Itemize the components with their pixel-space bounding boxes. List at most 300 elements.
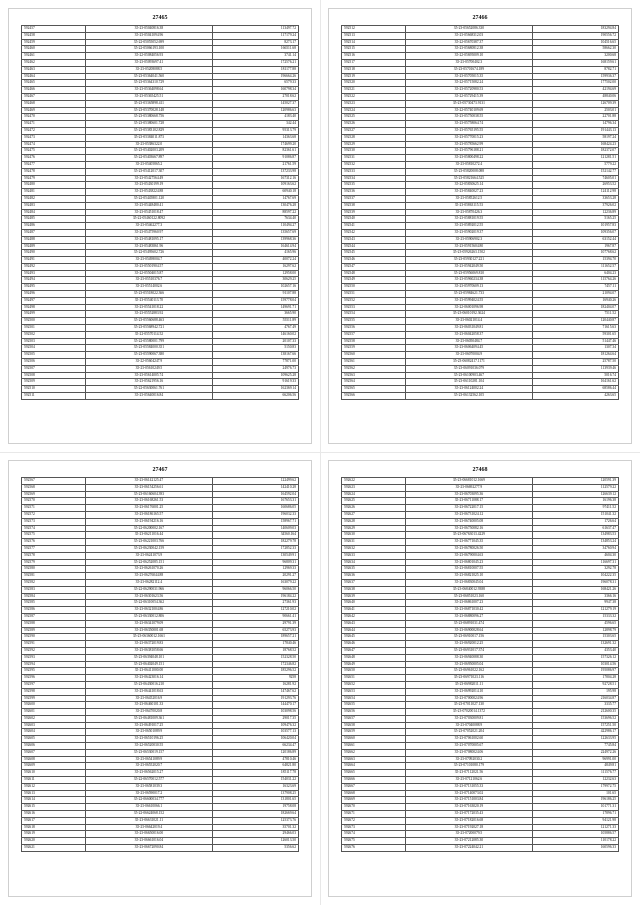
- record-id-cell: 592524: [342, 107, 406, 114]
- table-row: [22, 525, 299, 532]
- amount-cell: 179972.75: [533, 783, 619, 790]
- amount-cell: 15394.70: [533, 257, 619, 264]
- account-code-cell: 35-23-05364310.729: [85, 80, 212, 87]
- account-code-cell: 35-23-06910017.156: [405, 634, 532, 641]
- record-id-cell: 592500: [22, 318, 86, 325]
- amount-cell: 177502.00: [533, 80, 619, 87]
- account-code-cell: 35-23-06971023.116: [405, 675, 532, 682]
- amount-cell: 5779.22: [533, 161, 619, 168]
- page-title: 27467: [152, 467, 168, 473]
- document-page-1: [8, 8, 312, 444]
- amount-cell: 167653.31: [213, 498, 299, 505]
- table-row: [342, 600, 619, 607]
- record-id-cell: 592611: [22, 777, 86, 784]
- amount-cell: 111652.57: [533, 263, 619, 270]
- account-code-cell: 35-23-05040816.38: [85, 26, 212, 33]
- record-id-cell: 592658: [342, 722, 406, 729]
- amount-cell: 6404.23: [533, 270, 619, 277]
- amount-cell: 16281.92: [213, 681, 299, 688]
- ledger-table: [341, 477, 619, 852]
- table-row: [22, 811, 299, 818]
- amount-cell: 101957.83: [533, 223, 619, 230]
- amount-cell: 96809.31: [213, 559, 299, 566]
- amount-cell: 60940.18: [213, 189, 299, 196]
- record-id-cell: 592608: [22, 756, 86, 763]
- amount-cell: 42194.69: [533, 87, 619, 94]
- table-row: [22, 93, 299, 100]
- amount-cell: 152328.50: [213, 654, 299, 661]
- account-code-cell: 35-23-05652086.330: [405, 26, 532, 33]
- record-id-cell: 592486: [22, 223, 86, 230]
- table-row: [342, 661, 619, 668]
- record-id-cell: 592525: [342, 114, 406, 121]
- record-id-cell: 592627: [342, 511, 406, 518]
- account-code-cell: 35-23-06801045.23: [405, 559, 532, 566]
- document-page-2: [328, 8, 632, 444]
- amount-cell: 195086.97: [533, 668, 619, 675]
- account-code-cell: 35-23-06672090.84: [85, 845, 212, 852]
- amount-cell: 26953.52: [533, 182, 619, 189]
- account-code-cell: 35-23-05402003.209: [85, 148, 212, 155]
- account-code-cell: 35-23-06470020.8: [85, 709, 212, 716]
- account-code-cell: 35-23-06731024.12: [405, 511, 532, 518]
- record-id-cell: 592622: [342, 478, 406, 485]
- table-row: [22, 484, 299, 491]
- record-id-cell: 592674: [342, 831, 406, 838]
- table-row: [22, 600, 299, 607]
- account-code-cell: 35-23-06230042.159: [85, 545, 212, 552]
- amount-cell: 3366.16: [533, 593, 619, 600]
- record-id-cell: 592498: [22, 304, 86, 311]
- record-id-cell: 592504: [22, 345, 86, 352]
- record-id-cell: 592547: [342, 263, 406, 270]
- table-row: [22, 532, 299, 539]
- record-id-cell: 592591: [22, 641, 86, 648]
- record-id-cell: 592479: [22, 175, 86, 182]
- account-code-cell: 35-23-06920012.25: [405, 641, 532, 648]
- table-row: [342, 291, 619, 298]
- record-id-cell: 592675: [342, 838, 406, 845]
- account-code-cell: 35-23-07182016.68: [405, 817, 532, 824]
- amount-cell: 101771.31: [533, 804, 619, 811]
- amount-cell: 12969.33: [213, 566, 299, 573]
- record-id-cell: 592601: [22, 709, 86, 716]
- record-id-cell: 592461: [22, 53, 86, 60]
- account-code-cell: 35-22-06600034.777: [85, 797, 212, 804]
- record-id-cell: 592536: [342, 189, 406, 196]
- amount-cell: 8782.71: [533, 66, 619, 73]
- table-row: [342, 722, 619, 729]
- record-id-cell: 592495: [22, 284, 86, 291]
- account-code-cell: 35-23-05568942.721: [85, 325, 212, 332]
- record-id-cell: 592641: [342, 607, 406, 614]
- amount-cell: 185296.52: [213, 668, 299, 675]
- amount-cell: 153696.52: [533, 715, 619, 722]
- account-code-cell: 35-23-05475960.97: [85, 229, 212, 236]
- amount-cell: 97411.52: [533, 505, 619, 512]
- table-row: [22, 379, 299, 386]
- table-row: [22, 365, 299, 372]
- account-code-cell: 35-23-07200079.5: [405, 831, 532, 838]
- account-code-cell: 35-23-06010192.3624: [405, 311, 532, 318]
- record-id-cell: 592553: [342, 304, 406, 311]
- record-id-cell: 592579: [22, 559, 86, 566]
- amount-cell: 91107.88: [213, 291, 299, 298]
- amount-cell: 168421.26: [533, 586, 619, 593]
- amount-cell: 12232.63: [533, 777, 619, 784]
- table-row: [342, 790, 619, 797]
- table-row: [342, 695, 619, 702]
- table-row: [22, 168, 299, 175]
- amount-cell: 160798.34: [213, 87, 299, 94]
- record-id-cell: 592483: [22, 202, 86, 209]
- record-id-cell: 592563: [342, 372, 406, 379]
- document-page-3: [8, 460, 312, 897]
- amount-cell: 29791.39: [213, 620, 299, 627]
- account-code-cell: 35-23-06168261.53: [85, 498, 212, 505]
- account-code-cell: 35-22-05830625.14: [405, 182, 532, 189]
- account-code-cell: 35-23-05705015.35: [405, 73, 532, 80]
- amount-cell: 139968.36: [213, 236, 299, 243]
- table-row: [22, 175, 299, 182]
- table-row: [342, 304, 619, 311]
- table-row: [22, 372, 299, 379]
- table-row: [342, 824, 619, 831]
- record-id-cell: 592624: [342, 491, 406, 498]
- account-code-cell: 35-23-06402049.151: [85, 661, 212, 668]
- ledger-table: [341, 25, 619, 400]
- record-id-cell: 592654: [342, 695, 406, 702]
- amount-cell: 216034.87: [533, 695, 619, 702]
- table-row: [22, 229, 299, 236]
- account-code-cell: 35-23-05427564.49: [85, 175, 212, 182]
- record-id-cell: 592467: [22, 93, 86, 100]
- amount-cell: 189657.21: [213, 634, 299, 641]
- account-code-cell: 35-23-05668312.03: [405, 32, 532, 39]
- amount-cell: 12236.89: [533, 209, 619, 216]
- record-id-cell: 592472: [22, 127, 86, 134]
- account-code-cell: 35-23-05041094.96: [85, 32, 212, 39]
- table-row: [22, 202, 299, 209]
- record-id-cell: 592625: [342, 498, 406, 505]
- table-row: [22, 783, 299, 790]
- record-id-cell: 592507: [22, 365, 86, 372]
- ledger-table: [21, 25, 299, 400]
- record-id-cell: 592518: [342, 66, 406, 73]
- account-code-cell: 35-23-06992014.10: [405, 688, 532, 695]
- account-code-cell: 35-23-05621956.16: [85, 379, 212, 386]
- amount-cell: 4767.49: [213, 325, 299, 332]
- amount-cell: 4165.96: [213, 250, 299, 257]
- record-id-cell: 592540: [342, 216, 406, 223]
- account-code-cell: 35-23-06372019.83: [85, 641, 212, 648]
- record-id-cell: 592478: [22, 168, 86, 175]
- amount-cell: 12898.79: [533, 627, 619, 634]
- account-code-cell: 35-23-05863115.53: [405, 202, 532, 209]
- record-id-cell: 592573: [22, 518, 86, 525]
- record-id-cell: 592673: [342, 824, 406, 831]
- amount-cell: 185117.78: [213, 770, 299, 777]
- account-code-cell: 35-23-06642019.4: [85, 824, 212, 831]
- table-row: [342, 209, 619, 216]
- record-id-cell: 592670: [342, 804, 406, 811]
- account-code-cell: 35-23-05902019.37: [405, 229, 532, 236]
- record-id-cell: 592496: [22, 291, 86, 298]
- record-id-cell: 592602: [22, 715, 86, 722]
- table-row: [22, 777, 299, 784]
- account-code-cell: 35-22-05460122.8092: [85, 216, 212, 223]
- amount-cell: 116697.31: [533, 559, 619, 566]
- record-id-cell: 592513: [342, 32, 406, 39]
- record-id-cell: 592543: [342, 236, 406, 243]
- account-code-cell: 35-23-05614005.74: [85, 372, 212, 379]
- table-row: [22, 250, 299, 257]
- amount-cell: 159936.37: [533, 73, 619, 80]
- record-id-cell: 592545: [342, 250, 406, 257]
- account-code-cell: 35-22-05670387.37: [405, 39, 532, 46]
- amount-cell: 122633.95: [533, 736, 619, 743]
- table-row: [22, 270, 299, 277]
- account-code-cell: 35-23-05560688.463: [85, 318, 212, 325]
- amount-cell: 130549.91: [213, 552, 299, 559]
- record-id-cell: 592597: [22, 681, 86, 688]
- table-row: [22, 797, 299, 804]
- record-id-cell: 592595: [22, 668, 86, 675]
- amount-cell: 162369.14: [213, 386, 299, 393]
- account-code-cell: 35-23-06982011.11: [405, 681, 532, 688]
- table-row: [342, 161, 619, 168]
- record-id-cell: 592604: [22, 729, 86, 736]
- amount-cell: 15303.65: [533, 634, 619, 641]
- table-row: [22, 311, 299, 318]
- table-row: [22, 331, 299, 338]
- table-row: [22, 223, 299, 230]
- amount-cell: 29017.35: [213, 715, 299, 722]
- table-row: [342, 223, 619, 230]
- account-code-cell: 35-23-07172035.43: [405, 811, 532, 818]
- record-id-cell: 592651: [342, 675, 406, 682]
- amount-cell: 105886.57: [533, 831, 619, 838]
- account-code-cell: 35-23-05405865.2: [85, 161, 212, 168]
- account-code-cell: 35-22-06290031.966: [85, 586, 212, 593]
- table-row: [22, 277, 299, 284]
- record-id-cell: 592471: [22, 121, 86, 128]
- amount-cell: 3292.78: [533, 566, 619, 573]
- account-code-cell: 35-23-06460101.33: [85, 702, 212, 709]
- account-code-cell: 35-23-06722017.15: [405, 505, 532, 512]
- amount-cell: 134983.53: [533, 532, 619, 539]
- amount-cell: 147467.62: [213, 688, 299, 695]
- table-row: [22, 304, 299, 311]
- account-code-cell: 35-23-07040088.9: [405, 722, 532, 729]
- amount-cell: 4849.81: [533, 763, 619, 770]
- table-row: [342, 195, 619, 202]
- table-row: [342, 756, 619, 763]
- account-code-cell: 35-22-05084056.93: [85, 53, 212, 60]
- amount-cell: 82361.61: [213, 148, 299, 155]
- account-code-cell: 35-23-06530019.157: [85, 749, 212, 756]
- amount-cell: 110494.27: [213, 223, 299, 230]
- record-id-cell: 592523: [342, 100, 406, 107]
- table-row: [342, 729, 619, 736]
- table-row: [22, 134, 299, 141]
- record-id-cell: 592555: [342, 318, 406, 325]
- table-row: [342, 668, 619, 675]
- amount-cell: 47810.46: [213, 756, 299, 763]
- amount-cell: 34560.164: [213, 532, 299, 539]
- record-id-cell: 592636: [342, 573, 406, 580]
- amount-cell: 65273.93: [213, 627, 299, 634]
- account-code-cell: 35-23-05438224.88: [85, 189, 212, 196]
- record-id-cell: 592632: [342, 545, 406, 552]
- record-id-cell: 592552: [342, 297, 406, 304]
- amount-cell: 5356.62: [213, 845, 299, 852]
- record-id-cell: 592531: [342, 155, 406, 162]
- record-id-cell: 592639: [342, 593, 406, 600]
- account-code-cell: 35-23-07112021.56: [405, 770, 532, 777]
- account-code-cell: 35-23-06042058.37: [405, 331, 532, 338]
- account-code-cell: 35-23-05915604.80: [405, 243, 532, 250]
- amount-cell: 55511.89: [213, 318, 299, 325]
- amount-cell: 1307.34: [533, 345, 619, 352]
- account-code-cell: 35-23-06411000.00: [85, 668, 212, 675]
- account-code-cell: 35-23-05758064.74: [405, 121, 532, 128]
- account-code-cell: 35-23-06871030.42: [405, 607, 532, 614]
- table-row: [342, 613, 619, 620]
- account-code-cell: 35-23-05680812.38: [405, 46, 532, 53]
- amount-cell: 104516.65: [533, 39, 619, 46]
- account-code-cell: 35-23-05370028.148: [85, 107, 212, 114]
- account-code-cell: 35-23-06381058.66: [85, 647, 212, 654]
- record-id-cell: 592549: [342, 277, 406, 284]
- table-row: [342, 331, 619, 338]
- record-id-cell: 592559: [342, 345, 406, 352]
- account-code-cell: 35-23-06830045.04: [405, 579, 532, 586]
- record-id-cell: 592560: [342, 352, 406, 359]
- amount-cell: 37926.02: [533, 202, 619, 209]
- record-id-cell: 592629: [342, 525, 406, 532]
- account-code-cell: 35-23-06661016.04: [85, 838, 212, 845]
- account-code-cell: 35-23-05810272.4: [405, 161, 532, 168]
- record-id-cell: 592577: [22, 545, 86, 552]
- record-id-cell: 592581: [22, 573, 86, 580]
- account-code-cell: 35-23-06110281.104: [405, 379, 532, 386]
- amount-cell: 8273.17: [213, 39, 299, 46]
- record-id-cell: 592662: [342, 749, 406, 756]
- record-id-cell: 592538: [342, 202, 406, 209]
- amount-cell: 9947.38: [533, 600, 619, 607]
- table-row: [342, 236, 619, 243]
- record-id-cell: 592571: [22, 505, 86, 512]
- record-id-cell: 592598: [22, 688, 86, 695]
- account-code-cell: 35-23-06100903.467: [405, 372, 532, 379]
- amount-cell: 196032.33: [213, 511, 299, 518]
- table-row: [22, 46, 299, 53]
- record-id-cell: 592616: [22, 811, 86, 818]
- table-row: [22, 498, 299, 505]
- account-code-cell: 35-23-05821664.525: [405, 175, 532, 182]
- amount-cell: 25787.50: [533, 359, 619, 366]
- record-id-cell: 592530: [342, 148, 406, 155]
- account-code-cell: 35-23-05483861.96: [85, 243, 212, 250]
- record-id-cell: 592480: [22, 182, 86, 189]
- amount-cell: 137908.25: [213, 790, 299, 797]
- account-code-cell: 35-23-05384011.873: [85, 134, 212, 141]
- account-code-cell: 35-23-06064094.45: [405, 345, 532, 352]
- amount-cell: 110178.22: [533, 838, 619, 845]
- record-id-cell: 592614: [22, 797, 86, 804]
- amount-cell: 66234.47: [213, 743, 299, 750]
- record-id-cell: 592535: [342, 182, 406, 189]
- record-id-cell: 592527: [342, 127, 406, 134]
- record-id-cell: 592514: [342, 39, 406, 46]
- amount-cell: 195.98: [533, 688, 619, 695]
- table-row: [22, 845, 299, 852]
- record-id-cell: 592491: [22, 257, 86, 264]
- account-code-cell: 35-23-05994024.55: [405, 297, 532, 304]
- account-code-cell: 35-23-07224042.21: [405, 845, 532, 852]
- amount-cell: 27018.62: [213, 93, 299, 100]
- amount-cell: 18768.52: [213, 647, 299, 654]
- table-row: [22, 661, 299, 668]
- account-code-cell: 35-23-05840027.23: [405, 189, 532, 196]
- table-row: [22, 393, 299, 400]
- table-row: [22, 715, 299, 722]
- record-id-cell: 592640: [342, 600, 406, 607]
- amount-cell: 19758.08: [213, 804, 299, 811]
- table-row: [342, 297, 619, 304]
- table-row: [22, 236, 299, 243]
- amount-cell: 96066.50: [213, 586, 299, 593]
- table-row: [22, 148, 299, 155]
- account-code-cell: 35-23-06740005.08: [405, 518, 532, 525]
- amount-cell: 4604.30: [533, 552, 619, 559]
- account-code-cell: 35-23-06950005.04: [405, 661, 532, 668]
- table-row: [342, 386, 619, 393]
- table-row: [342, 318, 619, 325]
- account-code-cell: 35-23-06124002.24: [405, 386, 532, 393]
- table-row: [342, 352, 619, 359]
- table-row: [342, 525, 619, 532]
- account-code-cell: 35-22-05630061.761: [85, 386, 212, 393]
- table-row: [342, 93, 619, 100]
- record-id-cell: 592464: [22, 73, 86, 80]
- amount-cell: 96991.00: [533, 756, 619, 763]
- account-code-cell: 35-23-05892012.55: [405, 223, 532, 230]
- record-id-cell: 592607: [22, 749, 86, 756]
- amount-cell: 4263.65: [533, 393, 619, 400]
- table-row: [22, 729, 299, 736]
- amount-cell: 120186.89: [213, 749, 299, 756]
- account-code-cell: 35-22-05495602.726: [85, 250, 212, 257]
- account-code-cell: 35-23-06430016.210: [85, 681, 212, 688]
- account-code-cell: 35-23-06282112.4: [85, 579, 212, 586]
- record-id-cell: 592653: [342, 688, 406, 695]
- record-id-cell: 592590: [22, 634, 86, 641]
- table-row: [342, 114, 619, 121]
- table-row: [342, 702, 619, 709]
- amount-cell: 16196.38: [533, 498, 619, 505]
- account-code-cell: 35-23-05481095.17: [85, 236, 212, 243]
- account-code-cell: 35-23-05640016.84: [85, 393, 212, 400]
- amount-cell: 5016.74: [533, 372, 619, 379]
- record-id-cell: 592599: [22, 695, 86, 702]
- amount-cell: 5150.83: [213, 345, 299, 352]
- table-row: [342, 845, 619, 852]
- record-id-cell: 592630: [342, 532, 406, 539]
- amount-cell: 1726.64: [533, 518, 619, 525]
- record-id-cell: 592667: [342, 783, 406, 790]
